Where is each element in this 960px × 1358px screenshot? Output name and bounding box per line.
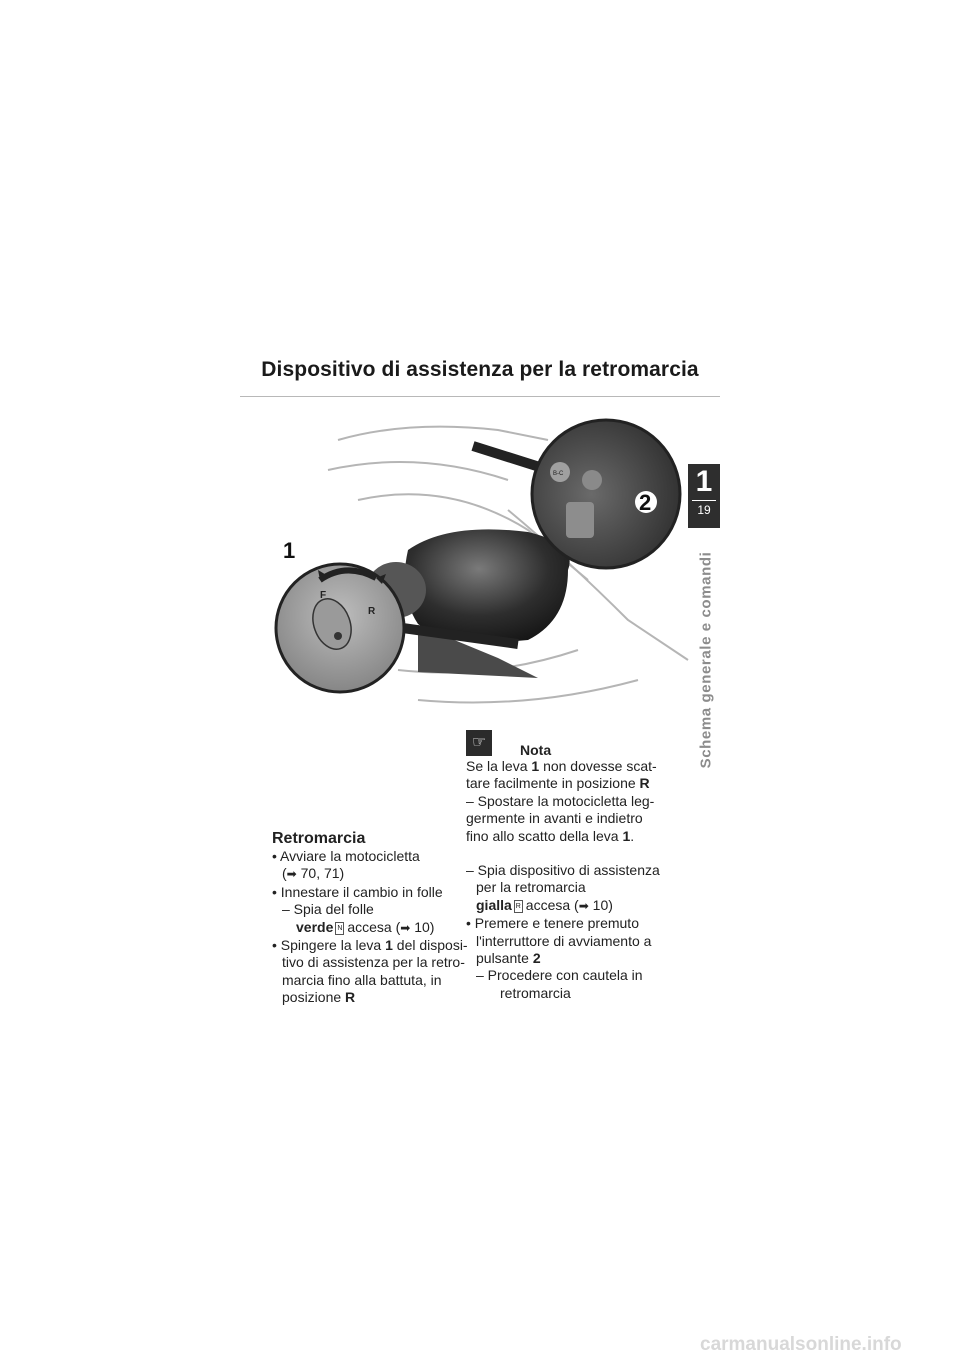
chapter-number: 1 — [695, 465, 713, 498]
step-push-lever: • Spingere la leva 1 del disposi- — [272, 937, 468, 954]
page-number: 19 — [692, 500, 716, 519]
neutral-light-status: verde N accesa (➡ 10) — [296, 918, 435, 935]
lever-mark-f: F — [320, 590, 327, 601]
lever-mark-r: R — [368, 606, 376, 617]
section-heading: Retromarcia — [272, 830, 366, 847]
step-start-bike: • Avviare la motocicletta — [272, 848, 420, 864]
callout-2-label: 2 — [639, 490, 652, 515]
page-title: Dispositivo di assistenza per la retromarcia — [261, 358, 699, 381]
reverse-light-line: – Spia dispositivo di assistenza — [466, 862, 660, 879]
section-side-label: Schema generale e comandi — [697, 551, 715, 769]
reverse-indicator-icon: R — [514, 900, 523, 913]
step-neutral: • Innestare il cambio in folle — [272, 883, 443, 900]
step-start-ref: (➡ 70, 71) — [282, 865, 345, 882]
right-column: ☞ Nota Se la leva 1 non dovesse scat- tare facilmente in posizione R – Spostare la motocicletta leg- germente in avanti e indietro fino allo scatto della leva 1. – Spia dispositivo di assistenza per la retromarcia gialla R accesa (➡ 10) • Premere e tenere premuto l'interruttore di avviamento a pulsante 2 – Procedere con cautela in retromarcia — [466, 730, 686, 1002]
arrow-right-icon: ➡ — [400, 920, 411, 935]
pointing-hand-icon: ☞ — [466, 730, 492, 756]
arrow-right-icon: ➡ — [578, 898, 589, 913]
footer-watermark: carmanualsonline.info — [700, 1334, 902, 1355]
detail-circle-lever — [276, 564, 404, 692]
note-label: Nota — [520, 742, 552, 758]
callout-1 — [279, 538, 301, 563]
arrow-right-icon: ➡ — [286, 867, 297, 882]
reverse-light-status: gialla R accesa (➡ 10) — [476, 896, 613, 913]
detail-circle-switch — [532, 420, 680, 568]
note-header — [466, 730, 686, 758]
step-caution: – Procedere con cautela in — [476, 967, 643, 984]
fuel-tank — [405, 529, 570, 642]
button-label-bc: B-C — [553, 471, 564, 477]
step-press-button: • Premere e tenere premuto — [466, 915, 639, 932]
step-neutral-light: – Spia del folle — [282, 901, 374, 918]
left-column: Retromarcia • Avviare la motocicletta (➡ 70, 71) • Innestare il cambio in folle – Spia del folle verde N accesa (➡ 10) • Spingere la leva 1 del disposi- tivo di assistenza per la retro- marcia fino alla battuta, in posizione R — [272, 830, 472, 1007]
neutral-indicator-icon: N — [335, 922, 344, 935]
title-divider — [240, 396, 720, 397]
motorcycle-reverse-assist-illustration — [268, 410, 718, 720]
callout-1-label: 1 — [283, 538, 296, 563]
